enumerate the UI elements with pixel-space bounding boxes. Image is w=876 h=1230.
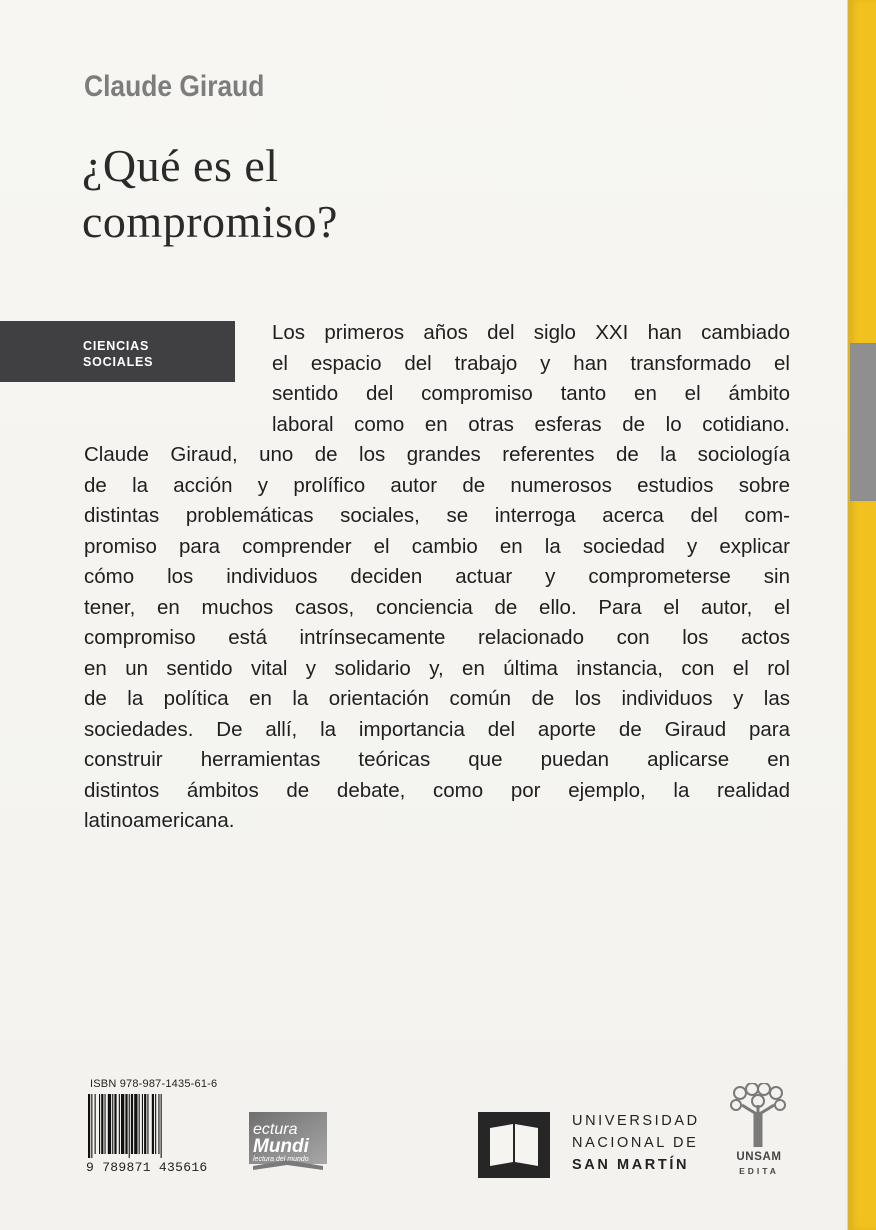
blurb-line: latinoamericana. — [84, 809, 235, 832]
university-line-2: NACIONAL DE — [572, 1135, 699, 1151]
imprint-line-1: UNSAM — [736, 1151, 782, 1163]
blurb-line: Los primeros años del siglo XXI han cambiado — [272, 321, 790, 344]
title-line-1: ¿Qué es el — [82, 140, 279, 191]
lm-line-2: Mundi — [253, 1136, 309, 1157]
blurb-line: laboral como en otras esferas de lo cotidiano. — [272, 412, 790, 436]
blurb-line: construir herramientas teóricas que puedan aplicarse en — [84, 748, 790, 771]
barcode-icon — [86, 1094, 196, 1158]
title-line-2: compromiso? — [82, 196, 338, 247]
lectura-mundi-logo — [247, 1110, 329, 1174]
blurb-line: en un sentido vital y solidario y, en última instancia, con el rol — [84, 656, 790, 680]
category-line-1: CIENCIAS — [83, 339, 150, 353]
blurb-line: de la acción y prolífico autor de numerosos estudios sobre — [84, 473, 790, 497]
blurb-line: promiso para comprender el cambio en la sociedad y explicar — [84, 534, 790, 558]
book-title — [82, 138, 502, 250]
unsam-book-icon — [478, 1112, 550, 1178]
category-line-2: SOCIALES — [83, 355, 154, 369]
blurb — [84, 318, 790, 837]
blurb-line: cómo los individuos deciden actuar y comprometerse sin — [84, 565, 790, 588]
spine-gray-band — [850, 343, 876, 501]
blurb-line: Claude Giraud, uno de los grandes referentes de la sociología — [84, 443, 790, 466]
lm-line-3: lectura del mundo — [253, 1156, 309, 1163]
lm-line-1: ectura — [253, 1121, 298, 1138]
university-line-3: SAN MARTÍN — [572, 1157, 690, 1173]
tree-icon — [728, 1083, 788, 1147]
university-line-1: UNIVERSIDAD — [572, 1113, 700, 1129]
blurb-line: tener, en muchos casos, conciencia de ello. Para el autor, el — [84, 595, 790, 619]
spine-yellow-band — [848, 0, 876, 1230]
university-name — [572, 1110, 700, 1176]
blurb-line: de la política en la orientación común de los individuos y las — [84, 687, 790, 710]
author-name: Claude Giraud — [84, 70, 265, 103]
isbn-label: ISBN 978-987-1435-61-6 — [90, 1078, 218, 1090]
blurb-line: compromiso está intrínsecamente relacionado con los actos — [84, 626, 790, 649]
blurb-line: sociedades. De allí, la importancia del aporte de Giraud para — [84, 717, 790, 741]
barcode-digits: 9 789871 435616 — [86, 1160, 208, 1175]
imprint-label — [734, 1150, 784, 1178]
blurb-line: el espacio del trabajo y han transformado el — [272, 351, 790, 375]
blurb-line: distintas problemáticas sociales, se interroga acerca del com- — [84, 504, 790, 527]
imprint-line-2: EDITA — [739, 1166, 779, 1176]
blurb-line: distintos ámbitos de debate, como por ejemplo, la realidad — [84, 778, 790, 802]
blurb-line: sentido del compromiso tanto en el ámbito — [272, 382, 790, 405]
